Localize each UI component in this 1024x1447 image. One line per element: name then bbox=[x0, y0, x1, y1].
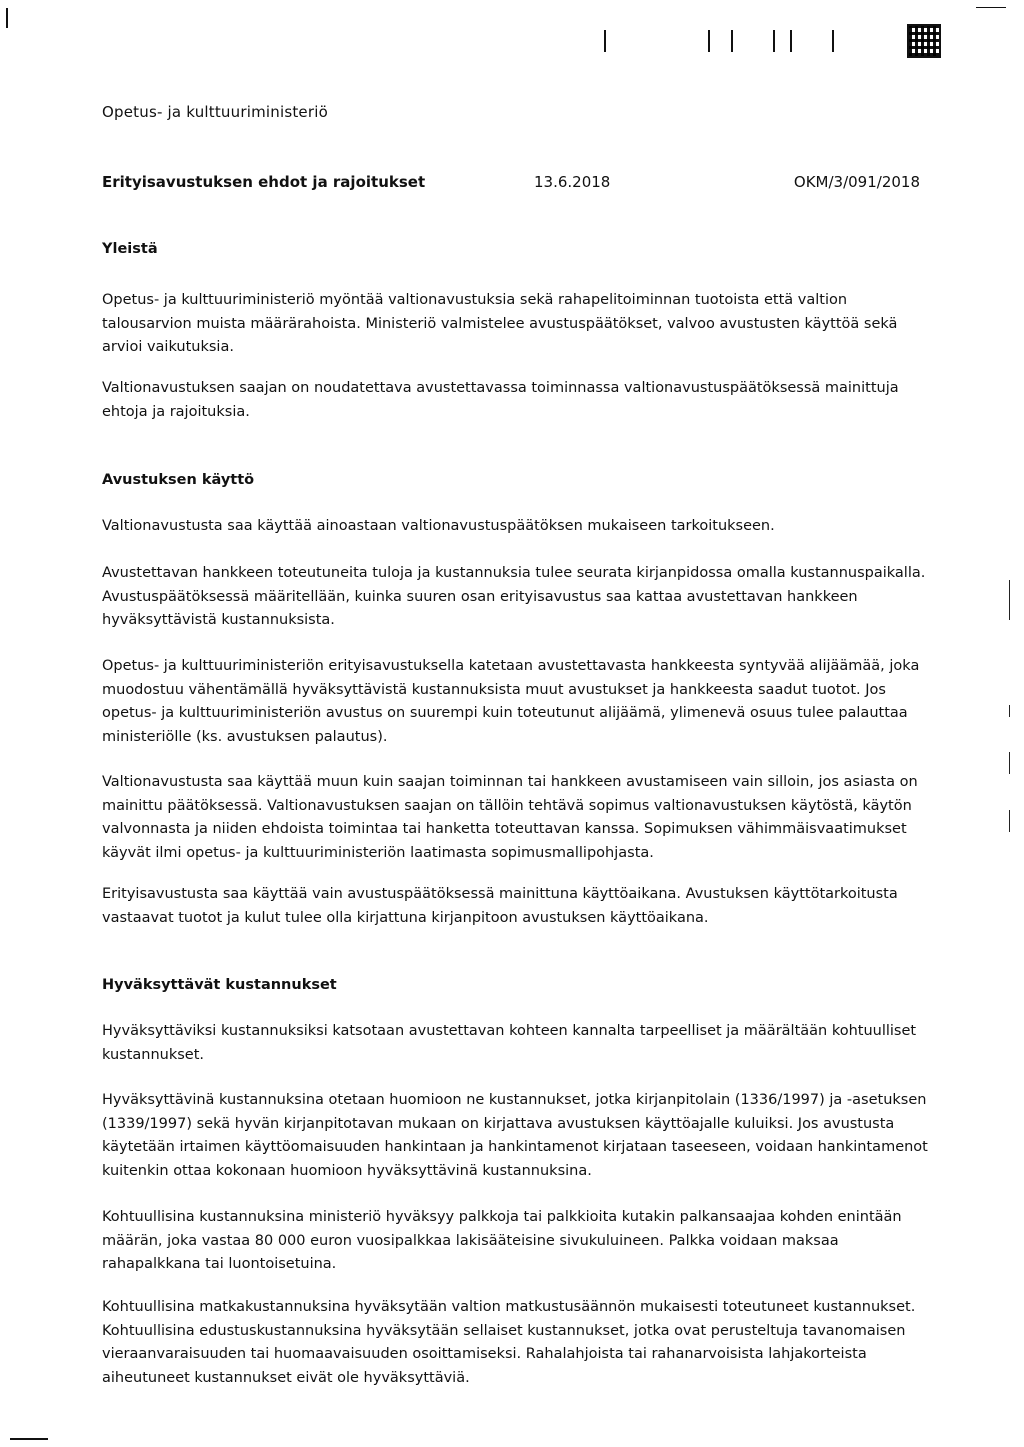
barcode-bar-4 bbox=[773, 30, 775, 52]
paragraph: Opetus- ja kulttuuriministeriön erityisavustuksella katetaan avustettavasta hankkeesta syntyvää alijäämää, joka muodostuu vähentämällä hyväksyttävistä kustannuksista muut avustukset ja hankkeesta saadut tuotot. Jos opetus- ja kulttuuriministeriön avustus on suurempi kuin toteutunut alijäämä, ylimenevä osuus tulee palauttaa ministeriölle (ks. avustuksen palautus). bbox=[102, 658, 920, 745]
scan-mark-bottom-left bbox=[10, 1438, 48, 1440]
section-heading-use: Avustuksen käyttö bbox=[102, 472, 255, 488]
organization-name: Opetus- ja kulttuuriministeriö bbox=[102, 103, 328, 121]
paragraph: Hyväksyttäviksi kustannuksiksi katsotaan avustettavan kohteen kannalta tarpeelliset ja määrältään kohtuulliset kustannukset. bbox=[102, 1023, 917, 1063]
document-date: 13.6.2018 bbox=[534, 173, 611, 191]
paragraph: Erityisavustusta saa käyttää vain avustuspäätöksessä mainittuna käyttöaikana. Avustuksen käyttötarkoitusta vastaavat tuotot ja kulut tulee olla kirjattuna kirjanpitoon avustuksen käyttöaikana. bbox=[102, 886, 898, 926]
barcode-bar-6 bbox=[832, 30, 834, 52]
section-heading-costs: Hyväksyttävät kustannukset bbox=[102, 977, 337, 993]
paragraph: Kohtuullisina matkakustannuksina hyväksytään valtion matkustusäännön mukaisesti toteutuneet kustannukset. Kohtuullisina edustuskustannuksina hyväksytään sellaiset kustannukset, jotka ovat perusteltuja tavanomaisen vieraanvaraisuuden tai huomaavaisuuden osoittamiseksi. Rahalahjoista tai rahanarvoisista lahjakorteista aiheutuneet kustannukset eivät ole hyväksyttäviä. bbox=[102, 1299, 916, 1386]
scan-mark-top-right bbox=[976, 7, 1006, 8]
document-header-line bbox=[102, 173, 922, 195]
paragraph: Valtionavustuksen saajan on noudatettava avustettavassa toiminnassa valtionavustuspäätöksessä mainittuja ehtoja ja rajoituksia. bbox=[102, 380, 899, 420]
paragraph: Hyväksyttävinä kustannuksina otetaan huomioon ne kustannukset, jotka kirjanpitolain (1336/1997) ja -asetuksen (1339/1997) sekä hyvän kirjanpitotavan mukaan on kirjattava avustuksen käyttöajalle kuluiksi. Jos avustusta käytetään irtaimen käyttöomaisuuden hankintaan ja hankintamenot kirjataan taseeseen, voidaan hankintamenot kuitenkin ottaa kokonaan huomioon hyväksyttävinä kustannuksina. bbox=[102, 1092, 928, 1179]
document-reference: OKM/3/091/2018 bbox=[793, 173, 920, 191]
paragraph: Valtionavustusta saa käyttää muun kuin saajan toiminnan tai hankkeen avustamiseen vain silloin, jos asiasta on mainittu päätöksessä. Valtionavustuksen saajan on tällöin tehtävä sopimus valtionavustuksen käytöstä, käytön valvonnasta ja niiden ehdoista toimintaa tai hanketta toteuttavan kanssa. Sopimuksen vähimmäisvaatimukset käyvät ilmi opetus- ja kulttuuriministeriön laatimasta sopimusmallipohjasta. bbox=[102, 774, 918, 861]
margin-mark bbox=[1009, 705, 1010, 717]
margin-mark bbox=[1009, 580, 1010, 620]
barcode-bar-1 bbox=[604, 30, 606, 52]
qr-code-icon bbox=[907, 24, 941, 58]
barcode-bar-3 bbox=[731, 30, 733, 52]
paragraph: Valtionavustusta saa käyttää ainoastaan valtionavustuspäätöksen mukaiseen tarkoitukseen. bbox=[102, 518, 775, 534]
barcode-bar-2 bbox=[708, 30, 710, 52]
paragraph: Avustettavan hankkeen toteutuneita tuloja ja kustannuksia tulee seurata kirjanpidossa omalla kustannuspaikalla. Avustuspäätöksessä määritellään, kuinka suuren osan erityisavustus saa kattaa avustettavan hankkeen hyväksyttävistä kustannuksista. bbox=[102, 565, 926, 628]
paragraph: Kohtuullisina kustannuksina ministeriö hyväksyy palkkoja tai palkkioita kutakin palkansaajaa kohden enintään määrän, joka vastaa 80 000 euron vuosipalkkaa lakisääteisine sivukuluineen. Palkka voidaan maksaa rahapalkkana tai luontoisetuina. bbox=[102, 1209, 902, 1272]
document-title: Erityisavustuksen ehdot ja rajoitukset bbox=[102, 173, 426, 191]
margin-mark bbox=[1009, 810, 1010, 832]
scan-mark-left bbox=[6, 8, 8, 28]
paragraph: Opetus- ja kulttuuriministeriö myöntää valtionavustuksia sekä rahapelitoiminnan tuotoista että valtion talousarvion muista määrärahoista. Ministeriö valmistelee avustuspäätökset, valvoo avustusten käyttöä sekä arvioi vaikutuksia. bbox=[102, 292, 898, 355]
margin-mark bbox=[1009, 752, 1010, 774]
barcode-bar-5 bbox=[790, 30, 792, 52]
section-heading-general: Yleistä bbox=[102, 241, 158, 257]
